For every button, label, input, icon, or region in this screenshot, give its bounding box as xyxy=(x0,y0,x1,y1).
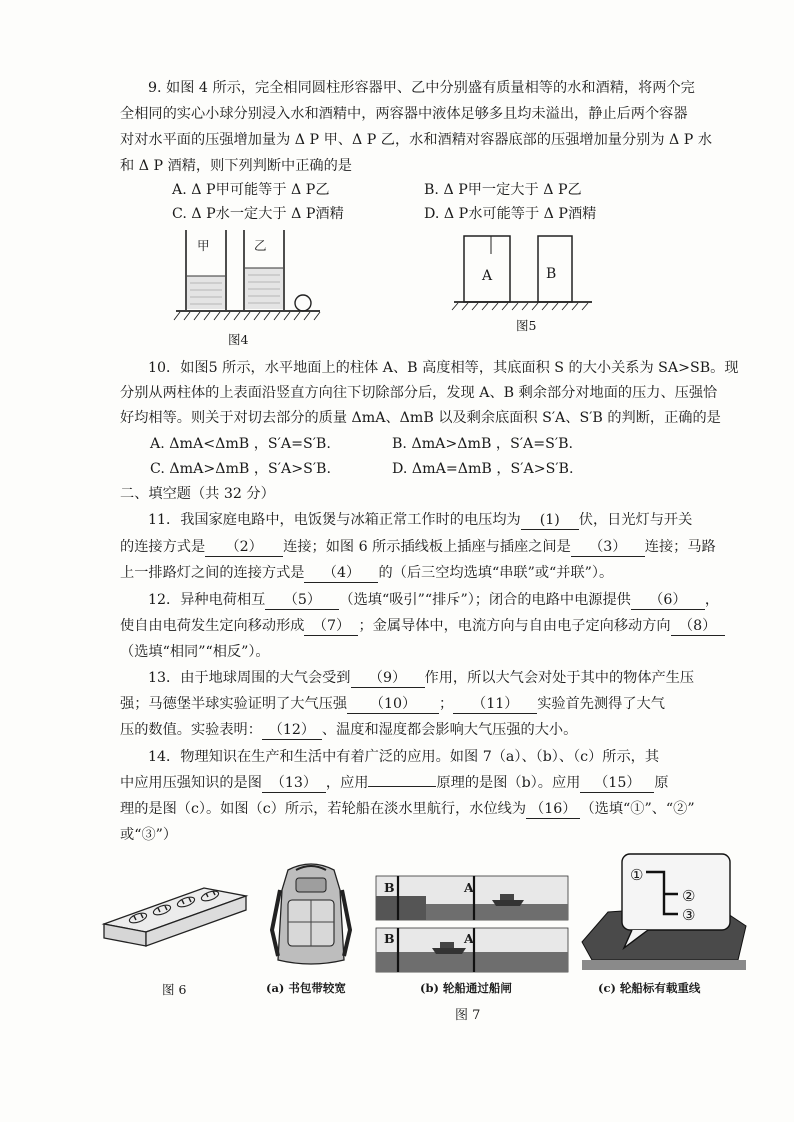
q12-text: ， xyxy=(704,592,720,608)
figure-5-caption: 图5 xyxy=(516,318,537,333)
q9-line-2: 全相同的实心小球分别浸入水和酒精中，两容器中液体足够多且均未溢出，静止后两个容器 xyxy=(120,106,688,122)
q12-text: 12．异种电荷相互 xyxy=(148,592,266,608)
blank-15[interactable]: （15） xyxy=(580,774,654,793)
figure-5-columns xyxy=(452,232,602,322)
q9-line-3: 对对水平面的压强增加量为 Δ P 甲、Δ P 乙，水和酒精对容器底部的压强增加量分别为 Δ P 水 xyxy=(120,132,713,148)
figure-7b-label-a-bottom: A xyxy=(464,931,474,946)
q14-line-2 xyxy=(120,773,669,793)
blank-7[interactable]: （7） xyxy=(304,617,358,636)
q11-text: 的（后三空均选填“串联”或“并联”）。 xyxy=(378,565,614,581)
q12-text: ；金属导体中，电流方向与自由电子定向移动方向 xyxy=(358,618,671,634)
figure-4-caption: 图4 xyxy=(228,332,249,347)
q11-text: 的连接方式是 xyxy=(120,539,206,555)
blank-1[interactable]: (1) xyxy=(521,511,579,530)
blank-13[interactable]: （13） xyxy=(262,774,326,793)
q9-line-1: 9. 如图 4 所示，完全相同圆柱形容器甲、乙中分别盛有质量相等的水和酒精，将两个完 xyxy=(148,80,695,96)
q10-line-2: 分别从两柱体的上表面沿竖直方向往下切除部分后，发现 A、B 剩余部分对地面的压力、压强恰 xyxy=(120,385,718,401)
q10-line-1: 10．如图5 所示，水平地面上的柱体 A、B 高度相等，其底面积 S 的大小关系为 SA>SB。现 xyxy=(148,360,739,376)
q12-text: （选填“吸引”“排斥”）；闭合的电路中电源提供 xyxy=(339,592,631,608)
q12-line-2 xyxy=(120,616,725,636)
q13-text: 压的数值。实验表明： xyxy=(120,722,262,738)
figure-4-label-yi: 乙 xyxy=(254,238,267,253)
q13-text: 13．由于地球周围的大气会受到 xyxy=(148,670,351,686)
q10-option-d: D. ΔmA=ΔmB ，S′A>S′B. xyxy=(392,461,574,477)
q11-line-3 xyxy=(120,563,613,583)
q11-text: 11．我国家庭电路中，电饭煲与冰箱正常工作时的电压均为 xyxy=(148,512,521,528)
figure-5-label-a: A xyxy=(482,268,493,284)
q14-text: ，应用 xyxy=(325,775,369,791)
q10-option-b: B. ΔmA>ΔmB ，S′A=S′B. xyxy=(392,436,574,452)
blank-14[interactable] xyxy=(368,786,436,787)
q10-option-c: C. ΔmA>ΔmB ，S′A>S′B. xyxy=(150,461,331,477)
q14-text: 原 xyxy=(654,775,669,791)
figure-7c-ship-load-line xyxy=(578,852,750,976)
figure-7c-mark-1: ① xyxy=(630,866,644,884)
blank-12[interactable]: （12） xyxy=(262,721,322,740)
figure-7b-label-b-top: B xyxy=(384,880,395,895)
figure-6-power-strip xyxy=(100,880,250,960)
blank-6[interactable]: （6） xyxy=(631,591,705,610)
q9-line-4: 和 Δ P 酒精，则下列判断中正确的是 xyxy=(120,158,352,174)
q11-text: 上一排路灯之间的连接方式是 xyxy=(120,565,305,581)
figure-4-label-jia: 甲 xyxy=(197,238,210,253)
q9-option-a: A. Δ P甲可能等于 Δ P乙 xyxy=(172,182,330,198)
q11-line-2 xyxy=(120,537,716,557)
figure-7b-caption: (b) 轮船通过船闸 xyxy=(420,981,512,995)
q14-line-3 xyxy=(120,799,695,819)
q13-text: 、温度和湿度都会影响大气压强的大小。 xyxy=(321,722,578,738)
blank-10[interactable]: （10） xyxy=(347,695,439,714)
q14-text: 原理的是图（b）。应用 xyxy=(436,775,581,791)
blank-3[interactable]: （3） xyxy=(571,538,645,557)
blank-5[interactable]: （5） xyxy=(265,591,339,610)
q12-line-3: （选填“相同”“相反”）。 xyxy=(120,644,270,660)
figure-7-caption: 图 7 xyxy=(455,1008,481,1023)
figure-7a-caption: (a) 书包带较宽 xyxy=(266,981,346,995)
q11-text: 连接；如图 6 所示插线板上插座与插座之间是 xyxy=(283,539,571,555)
figure-7c-caption: (c) 轮船标有载重线 xyxy=(598,981,701,995)
blank-8[interactable]: （8） xyxy=(671,617,725,636)
q13-text: 强；马德堡半球实验证明了大气压强 xyxy=(120,696,348,712)
q11-line-1 xyxy=(148,510,692,530)
q9-option-d: D. Δ P水可能等于 Δ P酒精 xyxy=(424,206,597,222)
q13-line-1 xyxy=(148,668,694,688)
q13-line-3 xyxy=(120,720,577,740)
figure-7b-label-a-top: A xyxy=(464,880,474,895)
figure-7b-label-b-bottom: B xyxy=(384,931,395,946)
blank-2[interactable]: （2） xyxy=(205,538,283,557)
blank-9[interactable]: （9） xyxy=(351,669,425,688)
q14-text: 理的是图（c）。如图（c）所示，若轮船在淡水里航行，水位线为 xyxy=(120,801,527,817)
q13-text: 作用，所以大气会对处于其中的物体产生压 xyxy=(424,670,695,686)
q11-text: 连接；马路 xyxy=(644,539,716,555)
q14-text: （选填“①”、“②” xyxy=(580,801,695,817)
figure-7a-backpack xyxy=(266,860,356,970)
section-title: 二、填空题（共 32 分） xyxy=(120,486,275,502)
figure-7c-mark-3: ③ xyxy=(682,906,696,924)
q13-line-2 xyxy=(120,694,665,714)
q14-line-4: 或“③”） xyxy=(120,827,178,843)
q10-line-3: 好均相等。则关于对切去部分的质量 ΔmA、ΔmB 以及剩余底面积 S′A、S′B 的判断，正确的是 xyxy=(120,410,721,426)
q13-text: 实验首先测得了大气 xyxy=(537,696,665,712)
blank-4[interactable]: （4） xyxy=(304,564,378,583)
blank-16[interactable]: （16） xyxy=(526,800,580,819)
q14-text: 中应用压强知识的是图 xyxy=(120,775,262,791)
q11-text: 伏，日光灯与开关 xyxy=(578,512,693,528)
q9-option-c: C. Δ P水一定大于 Δ P酒精 xyxy=(172,206,344,222)
q13-text: ； xyxy=(439,696,454,712)
figure-7c-mark-2: ② xyxy=(682,887,696,905)
q14-line-1: 14．物理知识在生产和生活中有着广泛的应用。如图 7（a）、（b）、（c）所示，其 xyxy=(148,749,660,765)
blank-11[interactable]: （11） xyxy=(453,695,537,714)
q10-option-a: A. ΔmA<ΔmB ，S′A=S′B. xyxy=(150,436,331,452)
q9-option-b: B. Δ P甲一定大于 Δ P乙 xyxy=(424,182,582,198)
q12-text: 使自由电荷发生定向移动形成 xyxy=(120,618,305,634)
q12-line-1 xyxy=(148,590,719,610)
figure-6-caption: 图 6 xyxy=(162,982,187,997)
figure-5-label-b: B xyxy=(546,266,557,282)
